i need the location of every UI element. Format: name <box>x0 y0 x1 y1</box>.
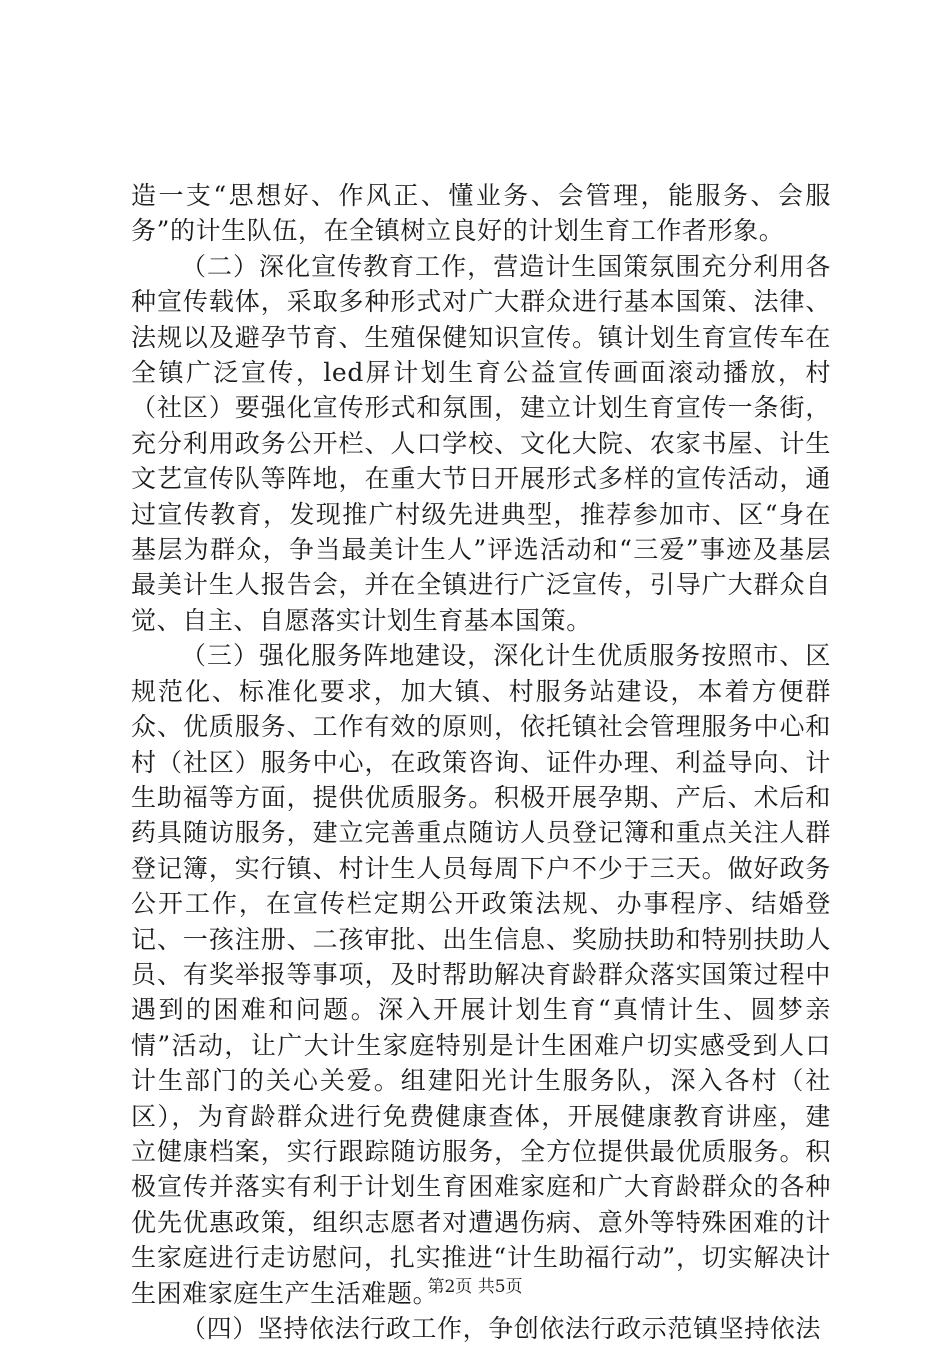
paragraph-section-3: （三）强化服务阵地建设，深化计生优质服务按照市、区规范化、标准化要求，加大镇、村服务站建设，本着方便群众、优质服务、工作有效的原则，依托镇社会管理服务中心和村（社区）服务中心，在政策咨询、证件办理、利益导向、计生助福等方面，提供优质服务。积极开展孕期、产后、术后和药具随访服务，建立完善重点随访人员登记簿和重点关注人群登记簿，实行镇、村计生人员每周下户不少于三天。做好政务公开工作，在宣传栏定期公开政策法规、办事程序、结婚登记、一孩注册、二孩审批、出生信息、奖励扶助和特别扶助人员、有奖举报等事项，及时帮助解决育龄群众落实国策过程中遇到的困难和问题。深入开展计划生育“真情计生、圆梦亲情”活动，让广大计生家庭特别是计生困难户切实感受到人口计生部门的关心关爱。组建阳光计生服务队，深入各村（社区），为育龄群众进行免费健康查体，开展健康教育讲座，建立健康档案，实行跟踪随访服务，全方位提供最优质服务。积极宣传并落实有利于计划生育困难家庭和广大育龄群众的各种优先优惠政策，组织志愿者对遭遇伤病、意外等特殊困难的计生家庭进行走访慰问，扎实推进“计生助福行动”，切实解决计生困难家庭生产生活难题。 <box>131 641 831 1308</box>
page-number: 第2页 共5页 <box>427 1277 523 1297</box>
paragraph-section-2: （二）深化宣传教育工作，营造计生国策氛围充分利用各种宣传载体，采取多种形式对广大群众进行基本国策、法律、法规以及避孕节育、生殖保健知识宣传。镇计划生育宣传车在全镇广泛宣传，led屏计划生育公益宣传画面滚动播放，村（社区）要强化宣传形式和氛围，建立计划生育宣传一条街，充分利用政务公开栏、人口学校、文化大院、农家书屋、计生文艺宣传队等阵地，在重大节日开展形式多样的宣传活动，通过宣传教育，发现推广村级先进典型，推荐参加市、区“身在基层为群众，争当最美计生人”评选活动和“三爱”事迹及基层最美计生人报告会，并在全镇进行广泛宣传，引导广大群众自觉、自主、自愿落实计划生育基本国策。 <box>131 251 831 635</box>
page-footer <box>0 1272 950 1297</box>
document-body <box>131 178 831 1346</box>
paragraph-continuation: 造一支“思想好、作风正、懂业务、会管理，能服务、会服务”的计生队伍，在全镇树立良好的计划生育工作者形象。 <box>131 181 831 246</box>
paragraph-section-4: （四）坚持依法行政工作，争创依法行政示范镇坚持依法 <box>181 1314 822 1343</box>
